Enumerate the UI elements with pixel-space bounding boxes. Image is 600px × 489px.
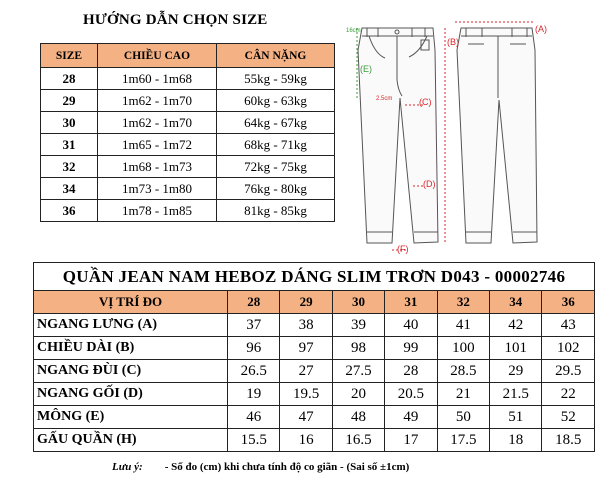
value-cell: 50 bbox=[437, 406, 489, 429]
dim-16cm: 16cm bbox=[346, 28, 361, 34]
table-row bbox=[41, 90, 335, 112]
value-cell: 99 bbox=[385, 337, 437, 360]
value-cell: 18 bbox=[490, 429, 542, 452]
value-cell: 17 bbox=[385, 429, 437, 452]
position-header: VỊ TRÍ ĐO bbox=[34, 291, 228, 314]
label-d: (D) bbox=[423, 179, 436, 189]
row-label: NGANG LƯNG (A) bbox=[34, 314, 228, 337]
label-f: (F) bbox=[397, 244, 409, 254]
value-cell: 16.5 bbox=[332, 429, 384, 452]
size-cell: 30 bbox=[41, 112, 98, 134]
height-cell: 1m62 - 1m70 bbox=[98, 90, 217, 112]
table-row bbox=[34, 429, 595, 452]
size-header-36: 36 bbox=[542, 291, 595, 314]
value-cell: 15.5 bbox=[228, 429, 280, 452]
row-label: NGANG ĐÙI (C) bbox=[34, 360, 228, 383]
dim-2-5cm: 2.5cm bbox=[376, 96, 393, 102]
measurement-table bbox=[33, 262, 595, 452]
height-header: CHIỀU CAO bbox=[98, 44, 217, 68]
size-header-30: 30 bbox=[332, 291, 384, 314]
weight-cell: 68kg - 71kg bbox=[217, 134, 335, 156]
height-cell: 1m68 - 1m73 bbox=[98, 156, 217, 178]
value-cell: 101 bbox=[490, 337, 542, 360]
row-label: CHIỀU DÀI (B) bbox=[34, 337, 228, 360]
jeans-front-illustration bbox=[358, 28, 438, 243]
value-cell: 100 bbox=[437, 337, 489, 360]
table-row bbox=[41, 178, 335, 200]
value-cell: 21 bbox=[437, 383, 489, 406]
jeans-measurement-diagram bbox=[345, 10, 600, 260]
height-cell: 1m60 - 1m68 bbox=[98, 68, 217, 90]
table-row bbox=[34, 360, 595, 383]
table-row bbox=[41, 200, 335, 222]
table-row bbox=[34, 383, 595, 406]
label-b: (B) bbox=[447, 37, 459, 47]
measurement-title-row bbox=[34, 263, 595, 291]
value-cell: 38 bbox=[280, 314, 332, 337]
height-cell: 1m62 - 1m70 bbox=[98, 112, 217, 134]
jeans-back-illustration bbox=[457, 28, 537, 243]
size-cell: 32 bbox=[41, 156, 98, 178]
value-cell: 49 bbox=[385, 406, 437, 429]
weight-header: CÂN NẶNG bbox=[217, 44, 335, 68]
value-cell: 20.5 bbox=[385, 383, 437, 406]
value-cell: 28 bbox=[385, 360, 437, 383]
height-cell: 1m65 - 1m72 bbox=[98, 134, 217, 156]
value-cell: 48 bbox=[332, 406, 384, 429]
size-cell: 36 bbox=[41, 200, 98, 222]
size-header-31: 31 bbox=[385, 291, 437, 314]
value-cell: 46 bbox=[228, 406, 280, 429]
weight-cell: 64kg - 67kg bbox=[217, 112, 335, 134]
value-cell: 98 bbox=[332, 337, 384, 360]
size-cell: 28 bbox=[41, 68, 98, 90]
weight-cell: 55kg - 59kg bbox=[217, 68, 335, 90]
value-cell: 20 bbox=[332, 383, 384, 406]
size-header-32: 32 bbox=[437, 291, 489, 314]
value-cell: 17.5 bbox=[437, 429, 489, 452]
weight-cell: 72kg - 75kg bbox=[217, 156, 335, 178]
table-row bbox=[41, 156, 335, 178]
note-text: - Số đo (cm) khi chưa tính độ co giãn - (Sai số ±1cm) bbox=[164, 461, 410, 473]
row-label: GẤU QUẦN (H) bbox=[34, 429, 228, 452]
measurement-header-row bbox=[34, 291, 595, 314]
row-label: NGANG GỐI (D) bbox=[34, 383, 228, 406]
value-cell: 52 bbox=[542, 406, 595, 429]
value-cell: 47 bbox=[280, 406, 332, 429]
value-cell: 29 bbox=[490, 360, 542, 383]
value-cell: 97 bbox=[280, 337, 332, 360]
value-cell: 28.5 bbox=[437, 360, 489, 383]
value-cell: 96 bbox=[228, 337, 280, 360]
height-cell: 1m73 - 1m80 bbox=[98, 178, 217, 200]
label-c: (C) bbox=[419, 97, 432, 107]
size-header: SIZE bbox=[41, 44, 98, 68]
size-header-29: 29 bbox=[280, 291, 332, 314]
value-cell: 43 bbox=[542, 314, 595, 337]
value-cell: 37 bbox=[228, 314, 280, 337]
value-cell: 27 bbox=[280, 360, 332, 383]
value-cell: 40 bbox=[385, 314, 437, 337]
value-cell: 26.5 bbox=[228, 360, 280, 383]
size-guide-title: HƯỚNG DẪN CHỌN SIZE bbox=[83, 12, 268, 28]
weight-cell: 76kg - 80kg bbox=[217, 178, 335, 200]
value-cell: 102 bbox=[542, 337, 595, 360]
value-cell: 18.5 bbox=[542, 429, 595, 452]
size-guide-table bbox=[40, 43, 335, 222]
value-cell: 19 bbox=[228, 383, 280, 406]
note-label: Lưu ý: bbox=[112, 461, 143, 473]
table-row bbox=[34, 337, 595, 360]
table-row bbox=[34, 406, 595, 429]
size-cell: 29 bbox=[41, 90, 98, 112]
value-cell: 42 bbox=[490, 314, 542, 337]
value-cell: 19.5 bbox=[280, 383, 332, 406]
height-cell: 1m78 - 1m85 bbox=[98, 200, 217, 222]
value-cell: 39 bbox=[332, 314, 384, 337]
size-header-28: 28 bbox=[228, 291, 280, 314]
label-e: (E) bbox=[360, 64, 372, 74]
value-cell: 27.5 bbox=[332, 360, 384, 383]
size-header-34: 34 bbox=[490, 291, 542, 314]
size-cell: 34 bbox=[41, 178, 98, 200]
value-cell: 22 bbox=[542, 383, 595, 406]
table-row bbox=[41, 112, 335, 134]
footnote bbox=[112, 461, 409, 473]
size-cell: 31 bbox=[41, 134, 98, 156]
table-row bbox=[41, 134, 335, 156]
product-title: QUẦN JEAN NAM HEBOZ DÁNG SLIM TRƠN D043 - 00002746 bbox=[34, 263, 595, 291]
value-cell: 16 bbox=[280, 429, 332, 452]
size-guide-header-row bbox=[41, 44, 335, 68]
table-row bbox=[34, 314, 595, 337]
label-a: (A) bbox=[535, 24, 547, 34]
value-cell: 51 bbox=[490, 406, 542, 429]
value-cell: 41 bbox=[437, 314, 489, 337]
weight-cell: 81kg - 85kg bbox=[217, 200, 335, 222]
value-cell: 29.5 bbox=[542, 360, 595, 383]
table-row bbox=[41, 68, 335, 90]
weight-cell: 60kg - 63kg bbox=[217, 90, 335, 112]
row-label: MÔNG (E) bbox=[34, 406, 228, 429]
value-cell: 21.5 bbox=[490, 383, 542, 406]
